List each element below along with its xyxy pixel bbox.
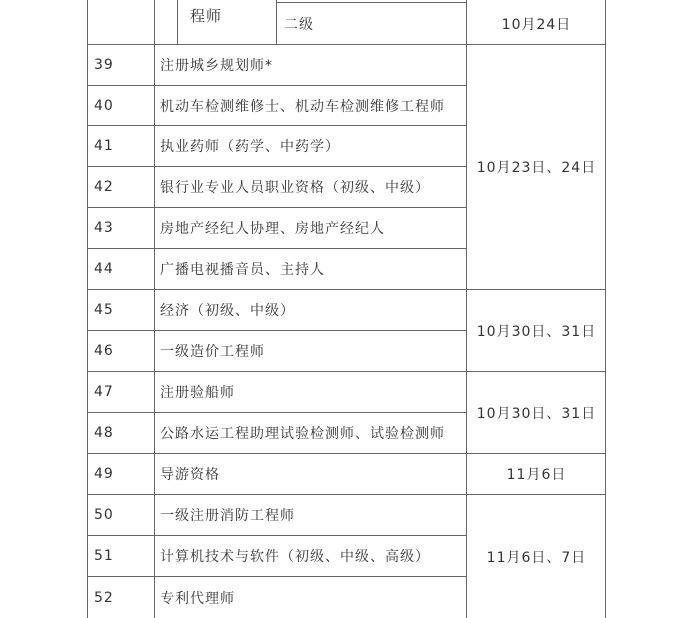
row-number: 43: [94, 220, 114, 236]
exam-name: 导游资格: [160, 467, 220, 483]
row-number: 42: [94, 179, 114, 195]
exam-name: 经济（初级、中级）: [160, 303, 295, 319]
exam-name: 一级注册消防工程师: [160, 508, 295, 524]
exam-name: 房地产经纪人协理、房地产经纪人: [160, 221, 385, 237]
exam-name: 机动车检测维修士、机动车检测维修工程师: [160, 98, 445, 115]
exam-name: 执业药师（药学、中药学）: [160, 139, 340, 155]
exam-name: 银行业专业人员职业资格（初级、中级）: [160, 180, 430, 196]
exam-name: 计算机技术与软件（初级、中级、高级）: [160, 549, 430, 565]
column-divider-level: [276, 0, 277, 44]
exam-name: 注册城乡规划师*: [160, 58, 273, 74]
exam-name: 公路水运工程助理试验检测师、试验检测师: [160, 426, 445, 442]
row-number: 45: [94, 302, 114, 318]
column-divider-subcategory: [177, 0, 178, 44]
row-number: 48: [94, 425, 114, 441]
exam-name: 专利代理师: [160, 590, 235, 607]
exam-name: 注册验船师: [160, 385, 235, 401]
row-number: 41: [94, 138, 114, 154]
row-number: 47: [94, 384, 114, 400]
row-number: 52: [94, 589, 114, 606]
exam-date: 10月30日、31日: [476, 323, 597, 340]
row-number: 44: [94, 261, 114, 277]
exam-name: 一级造价工程师: [160, 344, 265, 360]
exam-date: 11月6日、7日: [486, 549, 587, 566]
top-partial-level: 二级: [284, 16, 314, 33]
row-number: 50: [94, 507, 114, 523]
exam-date: 10月23日、24日: [476, 160, 597, 176]
row-number: 49: [94, 466, 114, 482]
exam-date: 11月6日: [506, 467, 567, 483]
row-number: 51: [94, 548, 114, 564]
row-number: 46: [94, 343, 114, 359]
exam-date: 10月30日、31日: [476, 405, 597, 422]
top-partial-date: 10月24日: [501, 16, 572, 33]
top-partial-subcategory: 程师: [190, 6, 223, 25]
row-number: 40: [94, 97, 114, 114]
exam-name: 广播电视播音员、主持人: [160, 262, 325, 278]
row-number: 39: [94, 57, 114, 73]
